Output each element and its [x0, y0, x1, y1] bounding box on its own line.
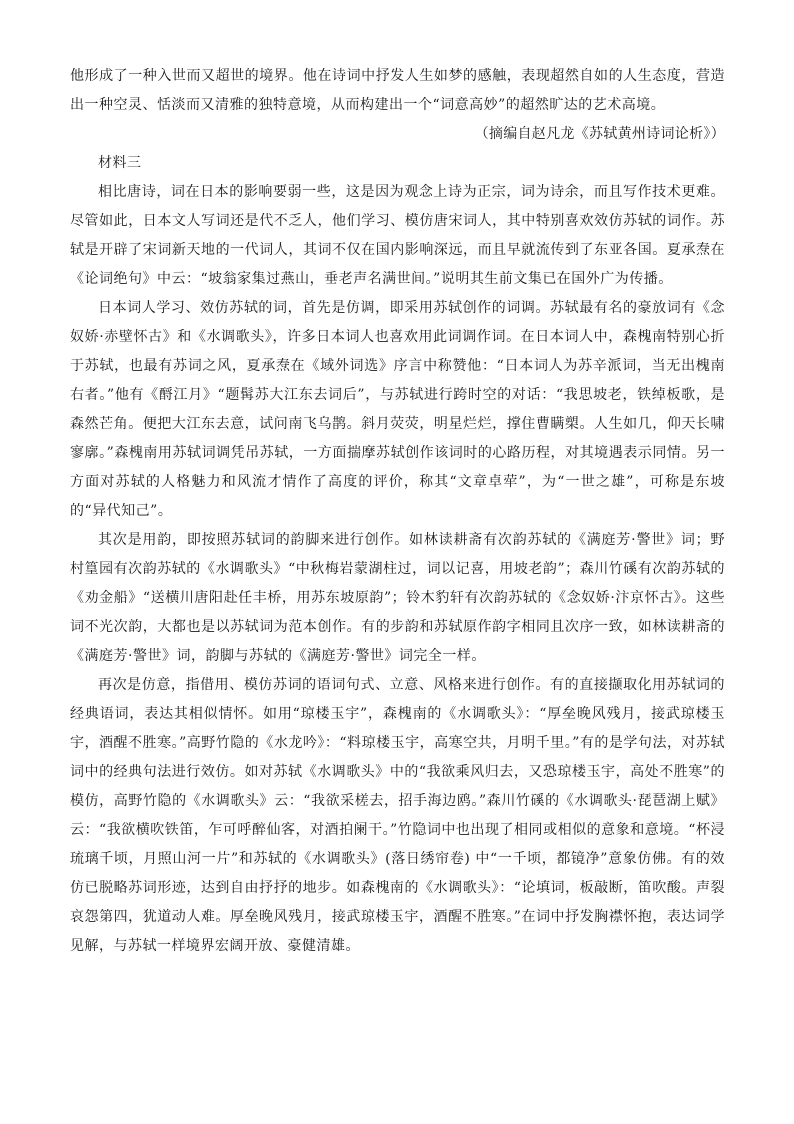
paragraph-continued: 他形成了一种入世而又超世的境界。他在诗词中抒发人生如梦的感触，表现超然自如的人生态度，营造出一种空灵、恬淡而又清雅的独特意境，从而构建出一个“词意高妙”的超然旷达的艺术高境。	[70, 68, 725, 113]
paragraph: 相比唐诗，词在日本的影响要弱一些，这是因为观念上诗为正宗，词为诗余，而且写作技术更难。尽管如此，日本文人写词还是代不乏人，他们学习、模仿唐宋词人，其中特别喜欢效仿苏轼的词作。苏轼是开辟了宋词新天地的一代词人，其词不仅在国内影响深远，而且早就流传到了东亚各国。夏承焘在《论词绝句》中云：“坡翁家集过燕山，垂老声名满世间。”说明其生前文集已在国外广为传播。	[70, 184, 725, 287]
source-citation: （摘编自赵凡龙《苏轼黄州诗词论析》）	[474, 126, 725, 142]
paragraph: 日本词人学习、效仿苏轼的词，首先是仿调，即采用苏轼创作的词调。苏轼最有名的豪放词有《念奴娇·赤壁怀古》和《水调歌头》，许多日本词人也喜欢用此词调作词。在日本词人中，森槐南特别心折于苏轼，也最有苏词之风，夏承焘在《域外词选》序言中称赞他：“日本词人为苏辛派词，当无出槐南右者。”他有《酹江月》“题髯苏大江东去词后”，与苏轼进行跨时空的对话：“我思坡老，铁绰板歌，是森然芒角。便把大江东去意，试问南飞乌鹊。斜月荧荧，明星烂烂，撑住曹瞒槊。人生如几，仰天长啸寥廓。”森槐南用苏轼词调凭吊苏轼，一方面揣摩苏轼创作该词时的心路历程，对其境遇表示同情。另一方面对苏轼的人格魅力和风流才情作了高度的评价，称其“文章卓荦”，为“一世之雄”，可称是东坡的“异代知己”。	[70, 300, 725, 519]
paragraph: 再次是仿意，指借用、模仿苏词的语词句式、立意、风格来进行创作。有的直接撷取化用苏轼词的经典语词，表达其相似情怀。如用“琼楼玉宇”，森槐南的《水调歌头》：“厚垒晚风残月，接武琼楼玉宇，酒醒不胜寒。”高野竹隐的《水龙吟》：“料琼楼玉宇，高寒空共，月明千里。”有的是学句法，对苏轼词中的经典句法进行效仿。如对苏轼《水调歌头》中的“我欲乘风归去，又恐琼楼玉宇，高处不胜寒”的模仿，高野竹隐的《水调歌头》云：“我欲采槎去，招手海边鸥。”森川竹磎的《水调歌头·琵琶湖上赋》云：“我欲横吹铁笛，乍可呼醉仙客，对酒拍阑干。”竹隐词中也出现了相同或相似的意象和意境。“杯浸琉璃千顷，月照山河一片”和苏轼的《水调歌头》(落日绣帘卷) 中“一千顷，都镜净”意象仿佛。有的效仿已脱略苏词形迹，达到自由抒抒的地步。如森槐南的《水调歌头》：“论填词，板敲断，笛吹酸。声裂哀怨第四，犹道动人难。厚垒晚风残月，接武琼楼玉宇，酒醒不胜寒。”在词中抒发胸襟怀抱，表达词学见解，与苏轼一样境界宏阔开放、豪健清雄。	[70, 677, 725, 954]
section-heading: 材料三	[98, 155, 142, 171]
paragraph: 其次是用韵，即按照苏轼词的韵脚来进行创作。如林读耕斋有次韵苏轼的《满庭芳·警世》词；野村篁园有次韵苏轼的《水调歌头》“中秋梅岩蒙湖柱过，词以记喜，用坡老韵”；森川竹磎有次韵苏轼的《劝金船》“送横川唐阳赴任丰桥，用苏东坡原韵”；铃木豹轩有次韵苏轼的《念奴娇·汴京怀古》。这些词不光次韵，大都也是以苏轼词为范本创作。有的步韵和苏轼原作韵字相同且次序一致，如林读耕斋的《满庭芳·警世》词，韵脚与苏轼的《满庭芳·警世》词完全一样。	[70, 532, 725, 664]
document-page	[70, 62, 725, 961]
